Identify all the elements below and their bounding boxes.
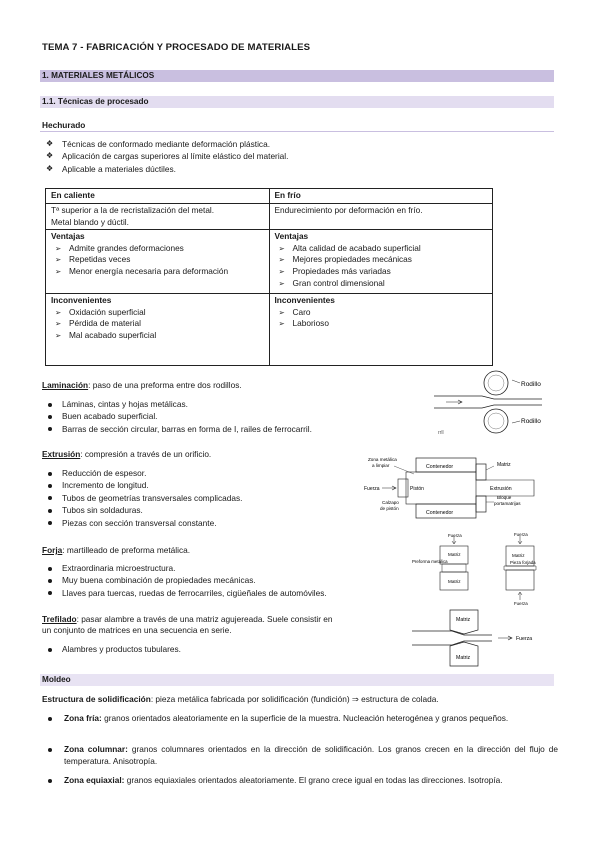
list-item: ➢ Admite grandes deformaciones (55, 242, 184, 253)
diamond-bullet-icon: ❖ (46, 163, 54, 173)
table-head-caliente: En caliente (46, 189, 270, 204)
forja-diagram (412, 532, 552, 606)
forja-list (44, 562, 327, 599)
fig-label: Fuerza (364, 486, 380, 492)
bullet-dot-icon (48, 427, 52, 431)
trefilado-diagram (412, 610, 552, 666)
bullet-dot-icon (48, 648, 52, 652)
bullet-dot-icon (48, 521, 52, 525)
list-item: Extraordinaria microestructura. (44, 562, 327, 574)
hechurado-underline (40, 131, 554, 132)
arrow-bullet-icon: ➢ (55, 307, 62, 317)
arrow-bullet-icon: ➢ (55, 243, 62, 253)
bullet-dot-icon (48, 415, 52, 419)
list-item: Tubos sin soldaduras. (44, 504, 242, 516)
fig-label: Preforma metálica (412, 559, 448, 564)
list-item: ➢ Gran control dimensional (278, 277, 385, 288)
fig-label: Contenedor (426, 510, 454, 516)
arrow-bullet-icon: ➢ (278, 307, 285, 317)
bullet-dot-icon (48, 484, 52, 488)
list-item: ➢ Caro (278, 306, 311, 317)
bullet-dot-icon (48, 496, 52, 500)
table-cell-frio-ventajas: Ventajas ➢ Alta calidad de acabado superficial ➢ Mejores propiedades mecánicas ➢ Propiedades más variadas ➢ Gran control dimensional (269, 230, 493, 294)
arrow-bullet-icon: ➢ (278, 255, 285, 265)
list-item: Reducción de espesor. (44, 467, 242, 479)
fig-label: Calzapo (382, 500, 399, 505)
fig-label: portamatrijas (494, 501, 521, 506)
table-cell-caliente-ventajas: Ventajas ➢ Admite grandes deformaciones ➢ Repetidas veces ➢ Menor energía necesaria para deformación (46, 230, 270, 294)
extrusion-definition: Extrusión: compresión a través de un orificio. (42, 449, 212, 459)
bullet-dot-icon (48, 779, 52, 783)
fig-label: Matriz (448, 552, 461, 557)
fig-label: Matriz (456, 617, 471, 623)
fig-label: Pieza forjada (510, 560, 536, 565)
trefilado-definition: Trefilado: pasar alambre a través de una matriz agujereada. Suele consistir en un conjunto de matrices en una secuencia en serie. (42, 614, 333, 635)
section-heading-metales: 1. MATERIALES METÁLICOS (40, 70, 554, 82)
fig-label: Matriz (497, 462, 511, 468)
list-item: Incremento de longitud. (44, 479, 242, 491)
list-item: Alambres y productos tubulares. (44, 643, 181, 655)
fig-label: Pistón (410, 486, 424, 492)
fig-label: Extrusión (490, 486, 512, 492)
estructura-definition: Estructura de solidificación: pieza metálica fabricada por solidificación (fundición) ⇒ estructura de colada. (42, 694, 439, 704)
fig-label: Fuerza (448, 533, 462, 538)
bullet-dot-icon (48, 748, 52, 752)
list-item: Barras de sección circular, barras en forma de I, railes de ferrocarril. (44, 423, 312, 435)
list-item: Llaves para tuercas, ruedas de ferrocarriles, cigüeñales de automóviles. (44, 587, 327, 599)
list-item: ❖ Aplicación de cargas superiores al límite elástico del material. (46, 151, 289, 162)
list-item: ➢ Oxidación superficial (55, 306, 146, 317)
laminacion-list (44, 398, 312, 435)
list-item: ❖ Técnicas de conformado mediante deformación plástica. (46, 139, 270, 149)
laminacion-definition: Laminación: paso de una preforma entre dos rodillos. (42, 380, 242, 390)
fig-label: a limpiar (372, 463, 390, 468)
fig-label: Fuerza (514, 532, 528, 537)
table-cell-caliente-inconvenientes: Inconvenientes ➢ Oxidación superficial ➢ Pérdida de material ➢ Mal acabado superficial (46, 294, 270, 366)
laminacion-diagram (432, 370, 552, 438)
zona-equiaxial-paragraph: Zona equiaxial: granos equiaxiales orientados aleatoriamente. El grano crece igual en todas las direcciones. Isotropía. (44, 774, 558, 786)
list-item: ➢ Mejores propiedades mecánicas (278, 254, 412, 265)
list-item: ➢ Repetidas veces (55, 254, 131, 265)
bullet-dot-icon (48, 567, 52, 571)
fig-label: Contenedor (426, 464, 454, 470)
table-cell-frio-inconvenientes: Inconvenientes ➢ Caro ➢ Laborioso (269, 294, 493, 366)
fig-label: Matriz (512, 553, 525, 558)
fig-label: rrll (438, 430, 444, 436)
table-cell-frio-desc: Endurecimiento por deformación en frío. (269, 204, 493, 230)
bullet-dot-icon (48, 591, 52, 595)
list-item: ➢ Alta calidad de acabado superficial (278, 242, 421, 253)
extrusion-list (44, 467, 242, 529)
list-item: Buen acabado superficial. (44, 410, 312, 422)
trefilado-list (44, 643, 181, 655)
fig-label: Rodillo (521, 381, 541, 388)
bullet-dot-icon (48, 472, 52, 476)
fig-label: Matriz (448, 579, 461, 584)
list-item: ❖ Aplicable a materiales dúctiles. (46, 163, 176, 174)
zona-columnar-paragraph: Zona columnar: granos columnares orientados en la dirección de solidificación. Los granos crecen en la dirección del flujo de temperatura. Anisotropía. (44, 743, 558, 768)
arrow-bullet-icon: ➢ (278, 243, 285, 253)
bullet-dot-icon (48, 579, 52, 583)
bullet-dot-icon (48, 717, 52, 721)
list-item: ➢ Laborioso (278, 318, 329, 329)
subsection-heading-tecnicas: 1.1. Técnicas de procesado (40, 96, 554, 108)
arrow-bullet-icon: ➢ (278, 278, 285, 288)
page-title: TEMA 7 - FABRICACIÓN Y PROCESADO DE MATERIALES (42, 42, 311, 53)
zona-fria-paragraph: Zona fría: granos orientados aleatoriamente en la superficie de la muestra. Nucleación heterogénea y granos pequeños. (44, 712, 558, 724)
extrusion-diagram (364, 452, 554, 524)
arrow-bullet-icon: ➢ (55, 319, 62, 329)
fig-label: Matriz (456, 655, 471, 661)
fig-label: Zona metálica (368, 457, 397, 462)
comparison-table (45, 188, 493, 366)
diamond-bullet-icon: ❖ (46, 151, 54, 161)
arrow-bullet-icon: ➢ (55, 266, 62, 276)
list-item: ➢ Menor energía necesaria para deformación (55, 265, 229, 276)
arrow-bullet-icon: ➢ (278, 319, 285, 329)
table-cell-caliente-desc: Tª superior a la de recristalización del metal. Metal blando y dúctil. (46, 204, 270, 230)
hechurado-heading: Hechurado (42, 120, 86, 130)
list-item: ➢ Pérdida de material (55, 318, 141, 329)
arrow-bullet-icon: ➢ (55, 330, 62, 340)
list-item: Piezas con sección transversal constante. (44, 517, 242, 529)
moldeo-heading: Moldeo (40, 674, 554, 686)
table-head-frio: En frío (269, 189, 493, 204)
diamond-bullet-icon: ❖ (46, 139, 54, 148)
list-item: Tubos de geometrías transversales complicadas. (44, 492, 242, 504)
bullet-dot-icon (48, 509, 52, 513)
bullet-dot-icon (48, 403, 52, 407)
list-item: ➢ Mal acabado superficial (55, 329, 157, 340)
fig-label: Bloque (497, 495, 512, 500)
fig-label: Fuerza (516, 636, 533, 642)
arrow-bullet-icon: ➢ (55, 255, 62, 265)
fig-label: de pistón (380, 506, 399, 511)
fig-label: Fuerza (514, 601, 528, 606)
list-item: Láminas, cintas y hojas metálicas. (44, 398, 312, 410)
arrow-bullet-icon: ➢ (278, 266, 285, 276)
fig-label: Rodillo (521, 418, 541, 425)
forja-definition: Forja: martilleado de preforma metálica. (42, 545, 191, 555)
list-item: Muy buena combinación de propiedades mecánicas. (44, 574, 327, 586)
list-item: ➢ Propiedades más variadas (278, 265, 391, 276)
hechurado-list (44, 138, 288, 175)
